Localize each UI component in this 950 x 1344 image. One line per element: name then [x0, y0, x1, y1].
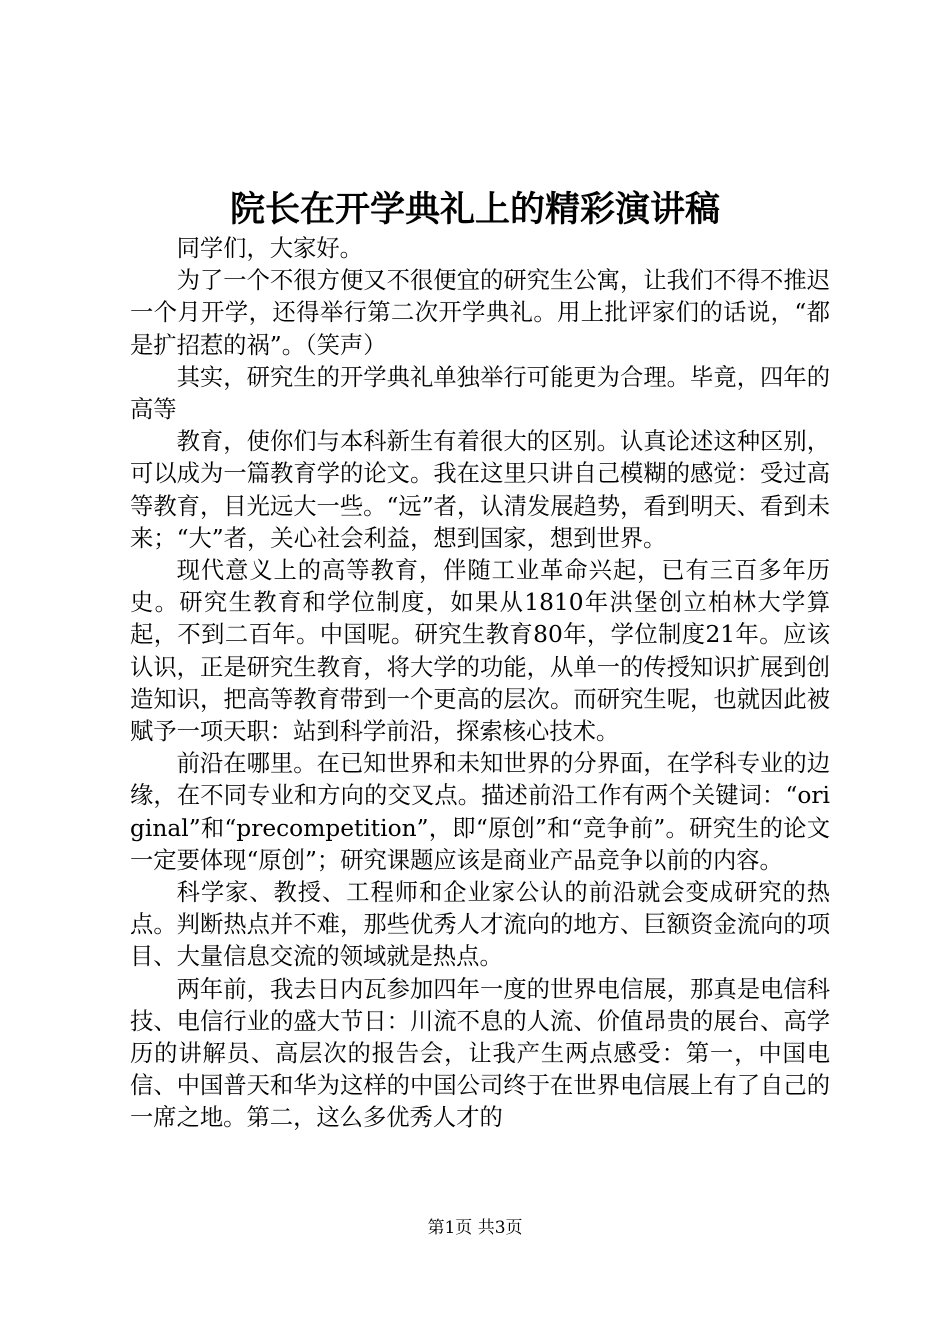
paragraph: 其实，研究生的开学典礼单独举行可能更为合理。毕竟，四年的高等: [130, 363, 830, 424]
paragraph: 两年前，我去日内瓦参加四年一度的世界电信展，那真是电信科技、电信行业的盛大节日：川流不息的人流、价值昂贵的展台、高学历的讲解员、高层次的报告会，让我产生两点感受：第一，中国电信、中国普天和华为这样的中国公司终于在世界电信展上有了自己的一席之地。第二，这么多优秀人才的: [130, 975, 830, 1132]
paragraph: 教育，使你们与本科新生有着很大的区别。认真论述这种区别，可以成为一篇教育学的论文。我在这里只讲自己模糊的感觉：受过高等教育，目光远大一些。“远”者，认清发展趋势，看到明天、看到未来；“大”者，关心社会利益，想到国家，想到世界。: [130, 428, 830, 552]
paragraph: 科学家、教授、工程师和企业家公认的前沿就会变成研究的热点。判断热点并不难，那些优秀人才流向的地方、巨额资金流向的项目、大量信息交流的领域就是热点。: [130, 879, 830, 971]
document-body: [130, 233, 830, 1135]
paragraph: 前沿在哪里。在已知世界和未知世界的分界面，在学科专业的边缘，在不同专业和方向的交叉点。描述前沿工作有两个关键词：“original”和“precompetition”，即“原创”和“竞争前”。研究生的论文一定要体现“原创”；研究课题应该是商业产品竞争以前的内容。: [130, 750, 830, 874]
paragraph: 同学们，大家好。: [176, 235, 363, 262]
document-title: 院长在开学典礼上的精彩演讲稿: [229, 189, 720, 230]
paragraph: 现代意义上的高等教育，伴随工业革命兴起，已有三百多年历史。研究生教育和学位制度，如果从1810年洪堡创立柏林大学算起，不到二百年。中国呢。研究生教育80年，学位制度21年。应该认识，正是研究生教育，将大学的功能，从单一的传授知识扩展到创造知识，把高等教育带到一个更高的层次。而研究生呢，也就因此被赋予一项天职：站到科学前沿，探索核心技术。: [130, 557, 830, 746]
page-number-footer: 第1页 共3页: [427, 1218, 523, 1238]
paragraph: 为了一个不很方便又不很便宜的研究生公寓，让我们不得不推迟一个月开学，还得举行第二次开学典礼。用上批评家们的话说，“都是扩招惹的祸”。（笑声）: [130, 267, 830, 359]
